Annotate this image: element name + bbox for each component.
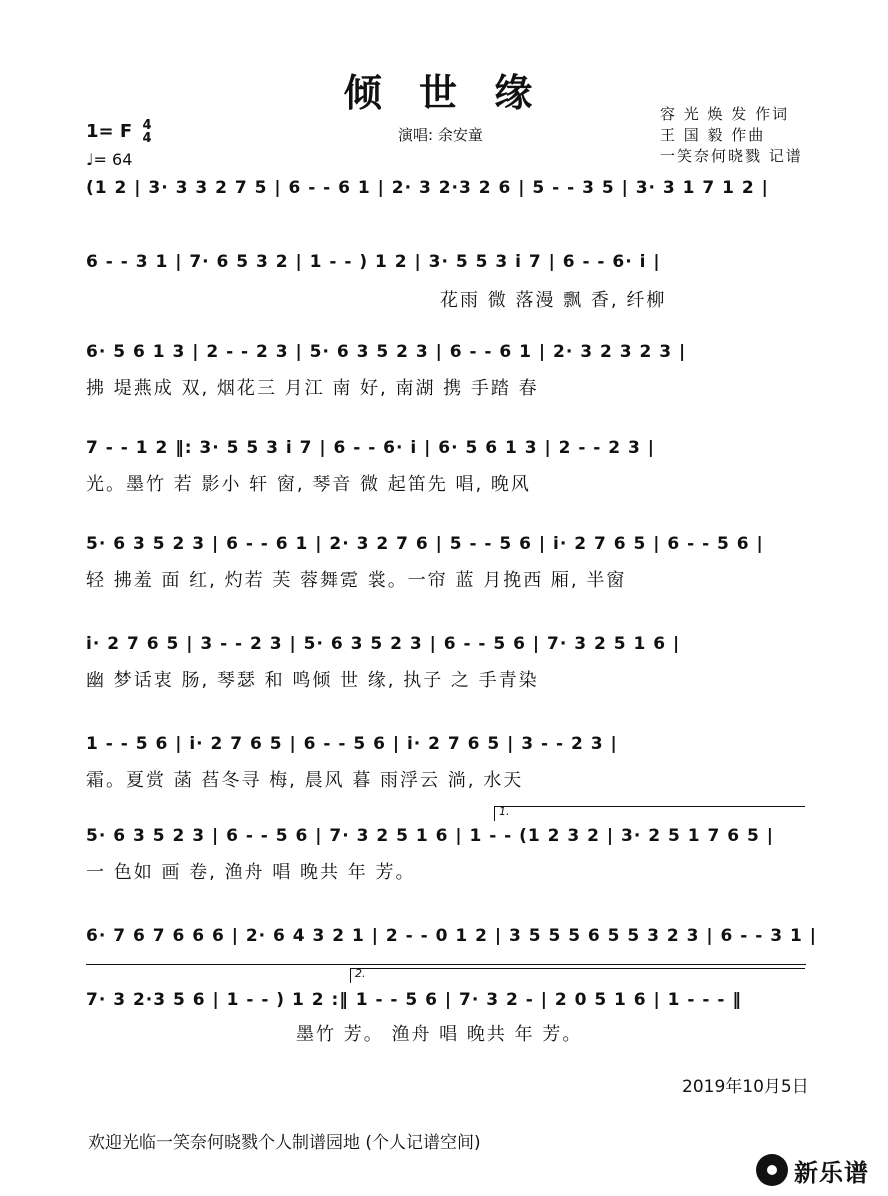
notation-row-5: 5· 6 3 5 2 3 | 6 - - 6 1 | 2· 3 2 7 6 | 5 - - 5 6 | i· 2 7 6 5 | 6 - - 5 6 | [86, 534, 764, 554]
tempo-marking: ♩= 64 [86, 150, 133, 169]
transcription-date: 2019年10月5日 [682, 1077, 809, 1097]
lyricist-credit: 容 光 焕 发 作词 [660, 105, 790, 123]
notation-row-3: 6· 5 6 1 3 | 2 - - 2 3 | 5· 6 3 5 2 3 | 6 - - 6 1 | 2· 3 2 3 2 3 | [86, 342, 687, 362]
key-signature: 1= F [86, 121, 133, 142]
footer-note: 欢迎光临一笑奈何晓戮个人制谱园地 (个人记谱空间) [88, 1133, 481, 1153]
logo-text: 新乐谱 [794, 1158, 869, 1187]
notation-row-2: 6 - - 3 1 | 7· 6 5 3 2 | 1 - - ) 1 2 | 3· 5 5 3 i 7 | 6 - - 6· i | [86, 252, 661, 272]
key-and-tempo [86, 118, 152, 174]
lyric-row-8: 一 色如 画 卷, 渔舟 唱 晚共 年 芳。 [86, 862, 416, 883]
song-title: 倾 世 缘 [343, 70, 545, 115]
time-signature: 4 4 [142, 118, 152, 146]
lyric-row-6: 幽 梦话衷 肠, 琴瑟 和 鸣倾 世 缘, 执子 之 手青染 [86, 670, 539, 691]
lyric-row-5: 轻 拂羞 面 红, 灼若 芙 蓉舞霓 裳。一帘 蓝 月挽西 厢, 半窗 [86, 570, 627, 591]
notation-row-6: i· 2 7 6 5 | 3 - - 2 3 | 5· 6 3 5 2 3 | 6 - - 5 6 | 7· 3 2 5 1 6 | [86, 634, 681, 654]
lyric-row-2: 花雨 微 落漫 飘 香, 纤柳 [440, 290, 667, 311]
notation-row-1: (1 2 | 3· 3 3 2 7 5 | 6 - - 6 1 | 2· 3 2·3 2 6 | 5 - - 3 5 | 3· 3 1 7 1 2 | [86, 178, 769, 198]
lyric-row-10: 墨竹 芳。 渔舟 唱 晚共 年 芳。 [296, 1024, 583, 1045]
singer-credit: 演唱: 余安童 [398, 126, 483, 144]
notation-row-4: 7 - - 1 2 ‖: 3· 5 5 3 i 7 | 6 - - 6· i | 6· 5 6 1 3 | 2 - - 2 3 | [86, 438, 655, 458]
notation-row-9: 6· 7 6 7 6 6 6 | 2· 6 4 3 2 1 | 2 - - 0 1 2 | 3 5 5 5 6 5 5 3 2 3 | 6 - - 3 1 | [86, 926, 817, 946]
notation-row-10: 7· 3 2·3 5 6 | 1 - - ) 1 2 :‖ 1 - - 5 6 | 7· 3 2 - | 2 0 5 1 6 | 1 - - - ‖ [86, 990, 742, 1010]
lyric-row-3: 拂 堤燕成 双, 烟花三 月江 南 好, 南湖 携 手踏 春 [86, 378, 539, 399]
notation-row-8: 5· 6 3 5 2 3 | 6 - - 5 6 | 7· 3 2 5 1 6 | 1 - - (1 2 3 2 | 3· 2 5 1 7 6 5 | [86, 826, 774, 846]
lyric-row-7: 霜。夏赏 菡 萏冬寻 梅, 晨风 暮 雨浮云 淌, 水天 [86, 770, 524, 791]
notation-row-7: 1 - - 5 6 | i· 2 7 6 5 | 6 - - 5 6 | i· 2 7 6 5 | 3 - - 2 3 | [86, 734, 618, 754]
second-ending-bracket: 2. [350, 968, 805, 983]
first-ending-bracket: 1. [494, 806, 805, 821]
composer-credit: 王 国 毅 作曲 [660, 126, 766, 144]
continuation-line [86, 964, 806, 965]
transcriber-credit: 一笑奈何晓戮 记谱 [660, 147, 803, 165]
record-disc-icon [756, 1154, 788, 1186]
credits [660, 104, 803, 167]
site-logo [756, 1150, 869, 1190]
lyric-row-4: 光。墨竹 若 影小 轩 窗, 琴音 微 起笛先 唱, 晚风 [86, 474, 531, 495]
